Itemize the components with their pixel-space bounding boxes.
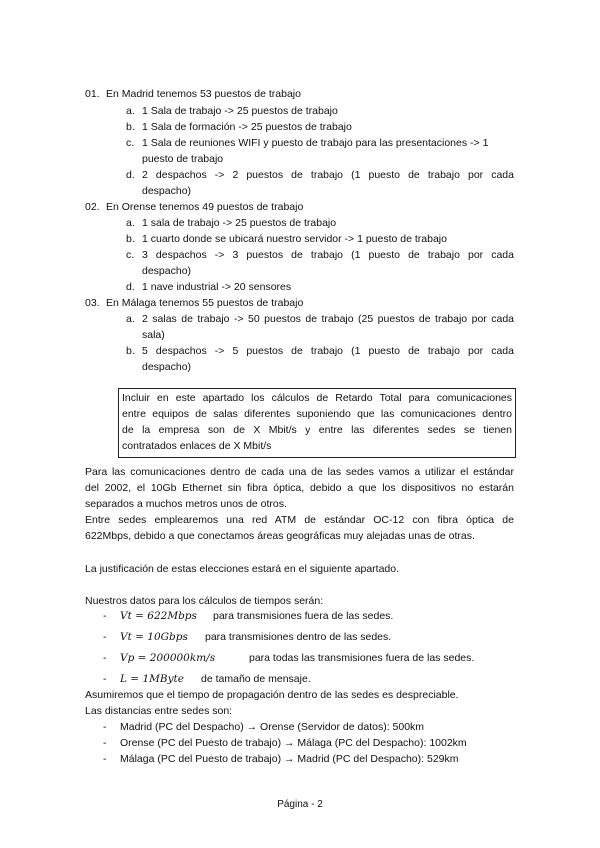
- item-text: 3 despachos -> 3 puestos de trabajo (1 puesto de trabajo por cada: [142, 249, 514, 261]
- data-item-text: para transmisiones fuera de las sedes.: [213, 610, 394, 622]
- assumption-text: Asumiremos que el tiempo de propagación dentro de las sedes es despreciable.: [85, 689, 459, 701]
- item-letter: a.: [126, 217, 135, 229]
- item-text: 2 salas de trabajo -> 50 puestos de trabajo (25 puestos de trabajo por cada: [142, 313, 514, 325]
- section-number: 03.: [85, 297, 100, 309]
- math-expression: Vp = 200000km/s: [120, 652, 216, 664]
- math-expression: Vt = 10Gbps: [120, 631, 188, 643]
- bullet: -: [103, 753, 107, 765]
- note-line: Incluir en este apartado los cálculos de Retardo Total para comunicaciones: [122, 392, 512, 404]
- page-number: Página - 2: [277, 799, 323, 810]
- data-item-text: para todas las transmisiones fuera de las sedes.: [249, 652, 475, 664]
- item-letter: a.: [126, 105, 135, 117]
- justification-text: La justificación de estas elecciones estará en el siguiente apartado.: [85, 563, 400, 575]
- item-letter: c.: [126, 249, 135, 261]
- data-item-text: de tamaño de mensaje.: [201, 673, 311, 685]
- paragraph-line: separados a muchos metros unos de otros.: [85, 498, 287, 510]
- section-title: En Madrid tenemos 53 puestos de trabajo: [106, 88, 301, 100]
- bullet: -: [103, 721, 107, 733]
- bullet: -: [103, 652, 107, 664]
- section-number: 02.: [85, 201, 100, 213]
- item-text: 1 sala de trabajo -> 25 puestos de trabajo: [142, 217, 337, 229]
- distance-item: Málaga (PC del Puesto de trabajo) → Madrid (PC del Despacho): 529km: [120, 753, 459, 765]
- item-text: 1 cuarto donde se ubicará nuestro servidor -> 1 puesto de trabajo: [142, 233, 447, 245]
- distances-intro: Las distancias entre sedes son:: [85, 705, 233, 717]
- item-text: despacho): [142, 361, 192, 373]
- item-text: sala): [142, 329, 165, 341]
- item-text: 1 Sala de formación -> 25 puestos de trabajo: [142, 121, 352, 133]
- data-item-text: para transmisiones dentro de las sedes.: [205, 631, 392, 643]
- bullet: -: [103, 737, 107, 749]
- item-text: despacho): [142, 265, 192, 277]
- note-line: de la empresa son de X Mbit/s y entre las diferentes sedes se tienen: [122, 424, 512, 436]
- item-letter: b.: [126, 121, 135, 133]
- bullet: -: [103, 631, 107, 643]
- item-text: despacho): [142, 185, 192, 197]
- item-text: 1 Sala de trabajo -> 25 puestos de trabajo: [142, 105, 338, 117]
- distance-item: Orense (PC del Puesto de trabajo) → Málaga (PC del Despacho): 1002km: [120, 737, 467, 749]
- section-title: En Málaga tenemos 55 puestos de trabajo: [106, 297, 304, 309]
- distance-item: Madrid (PC del Despacho) → Orense (Servidor de datos): 500km: [120, 721, 425, 733]
- item-text: 1 Sala de reuniones WIFI y puesto de trabajo para las presentaciones -> 1: [142, 137, 489, 149]
- paragraph-line: Entre sedes emplearemos una red ATM de estándar OC-12 con fibra óptica de: [85, 514, 514, 526]
- item-text: 1 nave industrial -> 20 sensores: [142, 281, 292, 293]
- note-line: entre equipos de salas diferentes suponiendo que las comunicaciones dentro: [122, 408, 512, 420]
- item-letter: a.: [126, 313, 135, 325]
- math-expression: L = 1MByte: [120, 673, 184, 685]
- item-letter: c.: [126, 137, 135, 149]
- item-text: 2 despachos -> 2 puestos de trabajo (1 puesto de trabajo por cada: [142, 169, 514, 181]
- bullet: -: [103, 610, 107, 622]
- item-text: 5 despachos -> 5 puestos de trabajo (1 puesto de trabajo por cada: [142, 345, 514, 357]
- item-letter: b.: [126, 233, 135, 245]
- section-number: 01.: [85, 88, 100, 100]
- item-letter: d.: [126, 169, 135, 181]
- math-expression: Vt = 622Mbps: [120, 610, 197, 622]
- section-title: En Orense tenemos 49 puestos de trabajo: [106, 201, 304, 213]
- paragraph-line: 622Mbps, debido a que conectamos áreas geográficas muy alejadas unas de otras.: [85, 530, 475, 542]
- note-line: contratados enlaces de X Mbit/s: [122, 440, 272, 452]
- paragraph-line: del 2002, el 10Gb Ethernet sin fibra óptica, debido a que los dispositivos no estarán: [85, 482, 514, 494]
- bullet: -: [103, 673, 107, 685]
- paragraph-line: Para las comunicaciones dentro de cada una de las sedes vamos a utilizar el estándar: [85, 466, 514, 478]
- data-intro: Nuestros datos para los cálculos de tiempos serán:: [85, 595, 324, 607]
- item-text: puesto de trabajo: [142, 153, 224, 165]
- item-letter: d.: [126, 281, 135, 293]
- item-letter: b.: [126, 345, 135, 357]
